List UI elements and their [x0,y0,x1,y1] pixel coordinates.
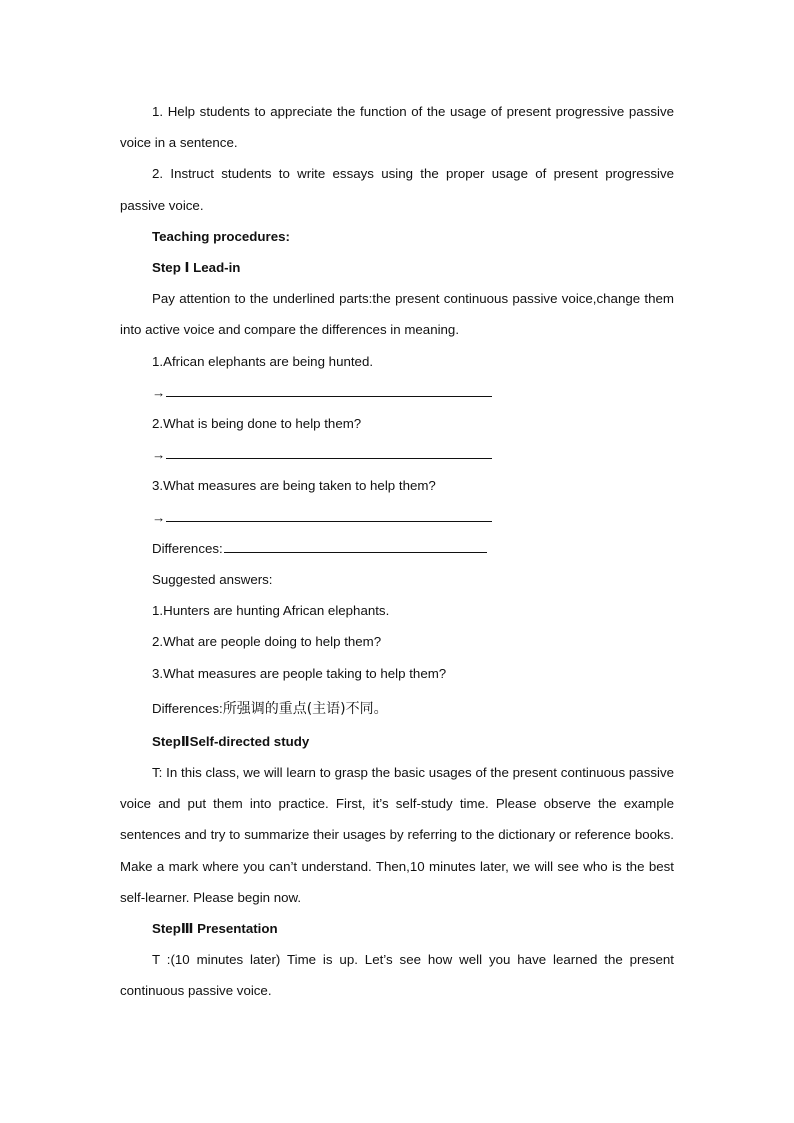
answer-blank-2 [120,439,674,470]
blank-line [166,520,492,522]
blank-line [224,551,487,553]
step2-heading: StepⅡSelf-directed study [152,733,310,749]
differences-label: Differences: [152,540,223,556]
document-page [120,96,674,1007]
suggested-answer-2: 2.What are people doing to help them? [152,634,382,650]
arrow-icon: → [152,447,166,463]
question-2: 2.What is being done to help them? [152,416,362,432]
step3-text: T :(10 minutes later) Time is up. Let’s see how well you have learned the present continuous passive voice. [120,952,674,999]
step2-text: T: In this class, we will learn to grasp the basic usages of the present continuous passive voice and put them into practice. First, it’s self-study time. Please observe the example sentences and try to summarize their usages by referring to the dictionary or reference books. Make a mark where you can’t understand. Then,10 minutes later, we will see who is the best self-learner. Please begin now. [120,765,674,905]
suggested-answer-3: 3.What measures are people taking to help them? [152,665,447,681]
step1-heading: Step Ⅰ Lead-in [152,260,241,276]
procedures-heading: Teaching procedures: [152,228,290,244]
step1-instruction: Pay attention to the underlined parts:the present continuous passive voice,change them into active voice and compare the differences in meaning. [120,291,674,338]
differences-answer [120,689,674,726]
differences-label: Differences: [152,700,223,716]
answer-blank-1 [120,377,674,408]
question-3: 3.What measures are being taken to help them? [152,478,436,494]
arrow-icon: → [152,509,166,525]
step3-heading: StepⅢ Presentation [152,921,278,937]
suggested-answer-1: 1.Hunters are hunting African elephants. [152,603,390,619]
answer-blank-3 [120,502,674,533]
question-1: 1.African elephants are being hunted. [152,353,374,369]
differences-blank [120,533,674,564]
arrow-icon: → [152,384,166,400]
blank-line [166,457,492,459]
suggested-answers-label: Suggested answers: [152,572,273,588]
objective-1: 1. Help students to appreciate the function of the usage of present progressive passive voice in a sentence. [120,104,674,151]
objective-2: 2. Instruct students to write essays using the proper usage of present progressive passive voice. [120,166,674,213]
blank-line [166,395,492,397]
differences-answer-text: 所强调的重点(主语)不同。 [222,700,388,717]
